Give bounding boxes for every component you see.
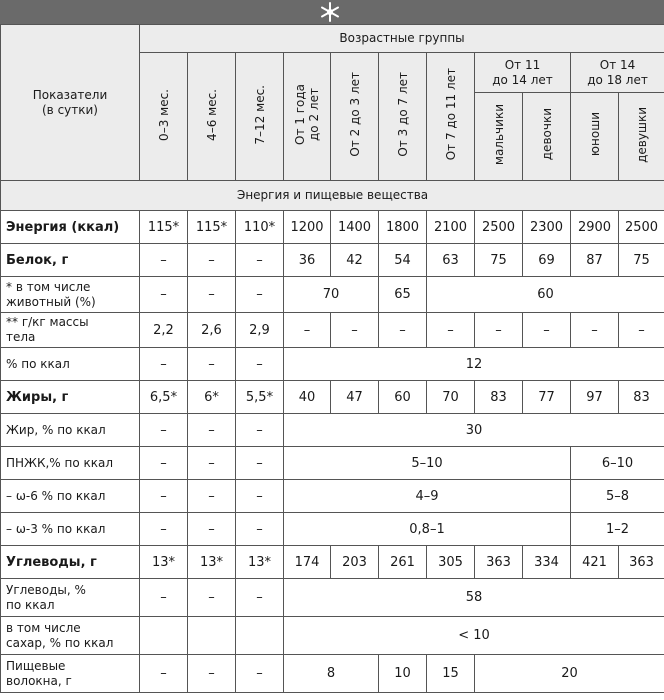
cell: 69 [523,244,571,277]
cell: – [140,655,188,693]
cell: 2500 [619,211,664,244]
cell: – [140,244,188,277]
cell: 110* [236,211,284,244]
cell: 261 [379,546,427,579]
cell: 363 [475,546,523,579]
cell: – [236,244,284,277]
row-fiber [1,655,664,693]
cell: – [236,447,284,480]
cell: – [188,480,236,513]
cell: – [188,579,236,617]
cell: 60 [427,277,664,313]
cell: 6–10 [571,447,664,480]
cell: – [571,313,619,348]
row-sugar [1,617,664,655]
cell: < 10 [284,617,664,655]
cell: 87 [571,244,619,277]
top-banner [0,0,664,24]
cell: 6* [188,381,236,414]
cell: 10 [379,655,427,693]
age-3-7y: От 3 до 7 лет [379,53,427,181]
row-fats [1,381,664,414]
row-protein-pct [1,348,664,381]
cell: 363 [619,546,664,579]
row-label: Энергия (ккал) [1,211,140,244]
cell: 47 [331,381,379,414]
cell: – [140,480,188,513]
cell: 77 [523,381,571,414]
row-protein [1,244,664,277]
cell: – [523,313,571,348]
row-label: ** г/кг массы тела [1,313,140,348]
row-fat-pct [1,414,664,447]
cell: – [188,414,236,447]
cell: 83 [475,381,523,414]
cell: 421 [571,546,619,579]
cell: – [188,513,236,546]
cell: – [140,513,188,546]
cell: 20 [475,655,664,693]
nutrition-table [0,24,664,693]
cell: – [236,579,284,617]
cell: – [236,277,284,313]
cell: 13* [236,546,284,579]
cell: 2900 [571,211,619,244]
cell: 12 [284,348,664,381]
row-energy [1,211,664,244]
cell: 203 [331,546,379,579]
cell: 58 [284,579,664,617]
cell: 2100 [427,211,475,244]
cell: – [379,313,427,348]
cell: 65 [379,277,427,313]
cell [140,617,188,655]
cell: – [140,348,188,381]
age-2-3y: От 2 до 3 лет [331,53,379,181]
row-label: – ω-6 % по ккал [1,480,140,513]
youths-header: юноши [571,93,619,181]
cell: 2,6 [188,313,236,348]
row-label: * в том числе животный (%) [1,277,140,313]
cell: 2,9 [236,313,284,348]
cell: 30 [284,414,664,447]
cell: – [236,348,284,381]
row-omega6 [1,480,664,513]
cell: – [236,513,284,546]
row-animal-protein [1,277,664,313]
cell: – [140,579,188,617]
age-7-12m: 7–12 мес. [236,53,284,181]
snowflake-ornament-icon [318,1,342,23]
cell: 115* [140,211,188,244]
cell: 42 [331,244,379,277]
cell: – [427,313,475,348]
cell [236,617,284,655]
row-omega3 [1,513,664,546]
cell: 1800 [379,211,427,244]
row-label: Жиры, г [1,381,140,414]
cell: – [619,313,664,348]
cell: 5–8 [571,480,664,513]
cell: – [236,414,284,447]
cell: 83 [619,381,664,414]
boys-header: мальчики [475,93,523,181]
cell: 2300 [523,211,571,244]
cell: 305 [427,546,475,579]
cell: – [475,313,523,348]
row-label: Углеводы, % по ккал [1,579,140,617]
row-label: Углеводы, г [1,546,140,579]
cell: – [284,313,331,348]
row-label: – ω-3 % по ккал [1,513,140,546]
row-carbs [1,546,664,579]
cell: – [331,313,379,348]
cell: 63 [427,244,475,277]
age-groups-header: Возрастные группы [140,25,664,53]
cell: 1400 [331,211,379,244]
cell: 174 [284,546,331,579]
cell: 334 [523,546,571,579]
cell: 75 [619,244,664,277]
cell: 15 [427,655,475,693]
cell: 2,2 [140,313,188,348]
cell: – [236,655,284,693]
girls-header: девочки [523,93,571,181]
age-7-11y: От 7 до 11 лет [427,53,475,181]
row-label: ПНЖК,% по ккал [1,447,140,480]
cell: – [188,348,236,381]
section-title: Энергия и пищевые вещества [1,181,664,211]
cell: 1–2 [571,513,664,546]
row-label: Жир, % по ккал [1,414,140,447]
cell: 1200 [284,211,331,244]
cell: 60 [379,381,427,414]
cell: 40 [284,381,331,414]
young-women-header: девушки [619,93,664,181]
cell: 2500 [475,211,523,244]
row-per-kg [1,313,664,348]
cell: – [140,277,188,313]
row-pufa [1,447,664,480]
age-14-18y: От 14 до 18 лет [571,53,664,93]
cell: – [140,447,188,480]
cell: 115* [188,211,236,244]
cell: – [236,480,284,513]
cell: 70 [284,277,379,313]
indicators-header: Показатели (в сутки) [1,25,140,181]
cell: 0,8–1 [284,513,571,546]
cell: 36 [284,244,331,277]
cell: 5,5* [236,381,284,414]
cell [188,617,236,655]
row-label: в том числе сахар, % по ккал [1,617,140,655]
cell: 70 [427,381,475,414]
cell: 6,5* [140,381,188,414]
cell: – [140,414,188,447]
age-0-3m: 0–3 мес. [140,53,188,181]
row-label: Пищевые волокна, г [1,655,140,693]
row-label: Белок, г [1,244,140,277]
cell: – [188,655,236,693]
age-1-2y: От 1 года до 2 лет [284,53,331,181]
age-11-14y: От 11 до 14 лет [475,53,571,93]
cell: 4–9 [284,480,571,513]
cell: 13* [140,546,188,579]
age-4-6m: 4–6 мес. [188,53,236,181]
cell: 13* [188,546,236,579]
cell: – [188,447,236,480]
row-carbs-pct [1,579,664,617]
cell: – [188,277,236,313]
cell: 97 [571,381,619,414]
row-label: % по ккал [1,348,140,381]
cell: 8 [284,655,379,693]
cell: 5–10 [284,447,571,480]
cell: – [188,244,236,277]
cell: 54 [379,244,427,277]
cell: 75 [475,244,523,277]
